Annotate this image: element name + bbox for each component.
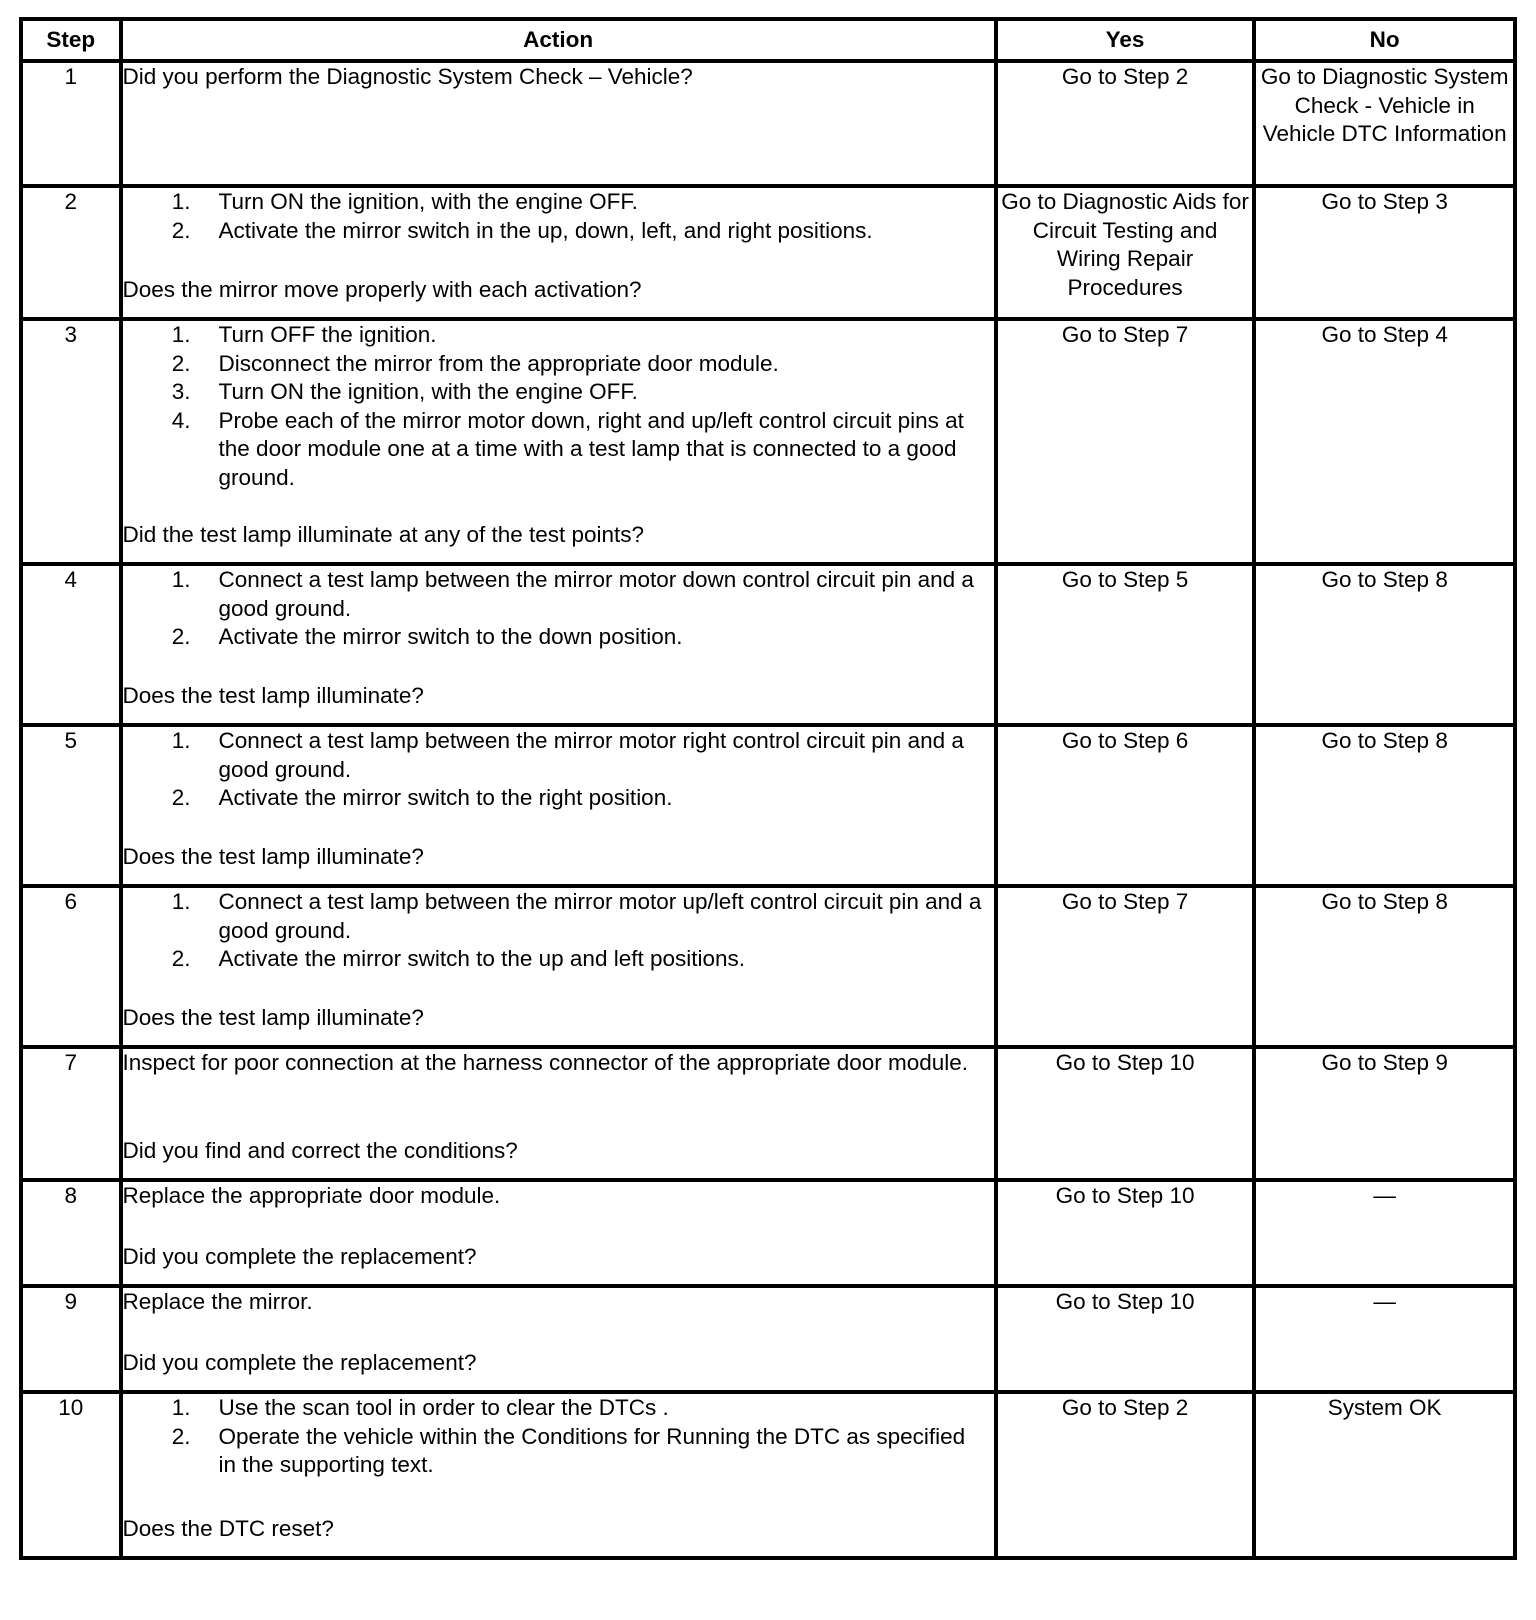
substep-item	[123, 566, 994, 623]
header-action: Action	[121, 19, 996, 61]
action-cell	[121, 886, 996, 1047]
no-result: Go to Step 8	[1254, 886, 1515, 1047]
no-result: —	[1254, 1286, 1515, 1392]
action-cell	[121, 186, 996, 319]
table-row	[21, 1392, 1515, 1558]
no-result: Go to Step 8	[1254, 725, 1515, 886]
substep-text: Activate the mirror switch to the up and left positions.	[218, 946, 746, 971]
action-cell	[121, 319, 996, 564]
action-question: Does the DTC reset?	[122, 1515, 334, 1541]
substep-item	[123, 350, 994, 379]
substep-item	[123, 1423, 994, 1480]
no-result: Go to Step 9	[1254, 1047, 1515, 1180]
substep-text: Use the scan tool in order to clear the DTCs .	[218, 1395, 669, 1420]
substep-text: Connect a test lamp between the mirror motor up/left control circuit pin and a good ground.	[218, 889, 982, 943]
action-cell	[121, 1392, 996, 1558]
yes-result: Go to Step 2	[996, 61, 1255, 186]
substep-number: 2.	[171, 785, 191, 810]
action-cell	[121, 564, 996, 725]
yes-result: Go to Diagnostic Aids for Circuit Testing and Wiring Repair Procedures	[996, 186, 1255, 319]
step-number: 3	[21, 319, 121, 564]
table-row	[21, 1047, 1515, 1180]
substep-number: 4.	[171, 407, 191, 433]
yes-result: Go to Step 7	[996, 319, 1255, 564]
no-result: System OK	[1254, 1392, 1515, 1558]
yes-result: Go to Step 6	[996, 725, 1255, 886]
substep-text: Turn ON the ignition, with the engine OFF.	[218, 379, 638, 404]
no-result: Go to Step 4	[1254, 319, 1515, 564]
action-cell	[121, 1286, 996, 1392]
header-row	[21, 19, 1515, 61]
table-row	[21, 564, 1515, 725]
substep-text: Turn ON the ignition, with the engine OFF.	[218, 189, 638, 214]
table-row	[21, 886, 1515, 1047]
substep-number: 2.	[171, 624, 191, 649]
table-row	[21, 1286, 1515, 1392]
diagnostic-table	[19, 17, 1517, 1560]
substep-text: Disconnect the mirror from the appropriate door module.	[218, 350, 779, 376]
action-question: Does the test lamp illuminate?	[122, 1004, 424, 1030]
substep-item	[123, 1394, 994, 1423]
action-cell	[121, 725, 996, 886]
substep-item	[123, 727, 994, 784]
action-question: Did you complete the replacement?	[122, 1243, 477, 1269]
header-yes: Yes	[996, 19, 1255, 61]
substep-list	[123, 321, 994, 492]
substep-item	[123, 217, 994, 246]
substep-item	[123, 784, 994, 813]
step-number: 6	[21, 886, 121, 1047]
no-result: Go to Step 3	[1254, 186, 1515, 319]
substep-number: 2.	[171, 1423, 191, 1449]
yes-result: Go to Step 2	[996, 1392, 1255, 1558]
substep-number: 1.	[171, 889, 191, 914]
substep-text: Activate the mirror switch to the right position.	[218, 785, 673, 810]
action-question: Did you find and correct the conditions?	[122, 1137, 518, 1163]
table-body	[21, 61, 1515, 1558]
substep-number: 3.	[171, 379, 191, 404]
substep-text: Connect a test lamp between the mirror motor down control circuit pin and a good ground.	[218, 567, 974, 621]
step-number: 8	[21, 1180, 121, 1286]
substep-number: 1.	[171, 322, 191, 347]
table-row	[21, 186, 1515, 319]
substep-item	[123, 945, 994, 974]
step-number: 2	[21, 186, 121, 319]
step-number: 7	[21, 1047, 121, 1180]
action-question: Did the test lamp illuminate at any of the test points?	[122, 521, 645, 547]
table-row	[21, 725, 1515, 886]
header-no: No	[1254, 19, 1515, 61]
table-row	[21, 61, 1515, 186]
substep-number: 1.	[171, 567, 191, 592]
substep-text: Turn OFF the ignition.	[218, 322, 437, 347]
substep-item	[123, 623, 994, 652]
no-result: —	[1254, 1180, 1515, 1286]
action-instruction: Replace the appropriate door module.	[122, 1183, 501, 1208]
table-row	[21, 1180, 1515, 1286]
step-number: 10	[21, 1392, 121, 1558]
substep-list	[123, 1394, 994, 1480]
step-number: 5	[21, 725, 121, 886]
no-result: Go to Step 8	[1254, 564, 1515, 725]
yes-result: Go to Step 7	[996, 886, 1255, 1047]
substep-number: 1.	[171, 189, 191, 214]
action-cell	[121, 1047, 996, 1180]
substep-item	[123, 188, 994, 217]
step-number: 4	[21, 564, 121, 725]
yes-result: Go to Step 10	[996, 1180, 1255, 1286]
step-number: 9	[21, 1286, 121, 1392]
action-instruction: Inspect for poor connection at the harness connector of the appropriate door module.	[122, 1050, 969, 1075]
substep-number: 2.	[171, 350, 191, 376]
yes-result: Go to Step 10	[996, 1286, 1255, 1392]
step-number: 1	[21, 61, 121, 186]
substep-item	[123, 321, 994, 350]
action-instruction: Replace the mirror.	[122, 1289, 313, 1314]
action-cell	[121, 61, 996, 186]
yes-result: Go to Step 10	[996, 1047, 1255, 1180]
substep-number: 1.	[171, 1395, 191, 1420]
no-result: Go to Diagnostic System Check - Vehicle in Vehicle DTC Information	[1254, 61, 1515, 186]
action-question: Does the test lamp illuminate?	[122, 843, 424, 869]
action-question: Does the mirror move properly with each activation?	[122, 276, 642, 302]
substep-text: Probe each of the mirror motor down, right and up/left control circuit pins at the door module one at a time with a test lamp that is connected to a good ground.	[218, 407, 964, 490]
substep-number: 2.	[171, 946, 191, 971]
action-cell	[121, 1180, 996, 1286]
substep-list	[123, 566, 994, 652]
substep-item	[123, 888, 994, 945]
substep-text: Activate the mirror switch in the up, down, left, and right positions.	[218, 217, 873, 243]
substep-text: Connect a test lamp between the mirror motor right control circuit pin and a good ground.	[218, 728, 964, 782]
substep-number: 1.	[171, 728, 191, 753]
substep-item	[123, 407, 994, 493]
action-question: Does the test lamp illuminate?	[122, 682, 424, 708]
substep-text: Operate the vehicle within the Conditions for Running the DTC as specified in the supporting text.	[218, 1423, 966, 1477]
substep-text: Activate the mirror switch to the down position.	[218, 624, 683, 649]
table-row	[21, 319, 1515, 564]
substep-item	[123, 378, 994, 407]
action-question: Did you complete the replacement?	[122, 1349, 477, 1375]
yes-result: Go to Step 5	[996, 564, 1255, 725]
substep-list	[123, 727, 994, 813]
action-instruction: Did you perform the Diagnostic System Check – Vehicle?	[122, 64, 693, 89]
substep-list	[123, 188, 994, 245]
substep-number: 2.	[171, 217, 191, 243]
header-step: Step	[21, 19, 121, 61]
substep-list	[123, 888, 994, 974]
